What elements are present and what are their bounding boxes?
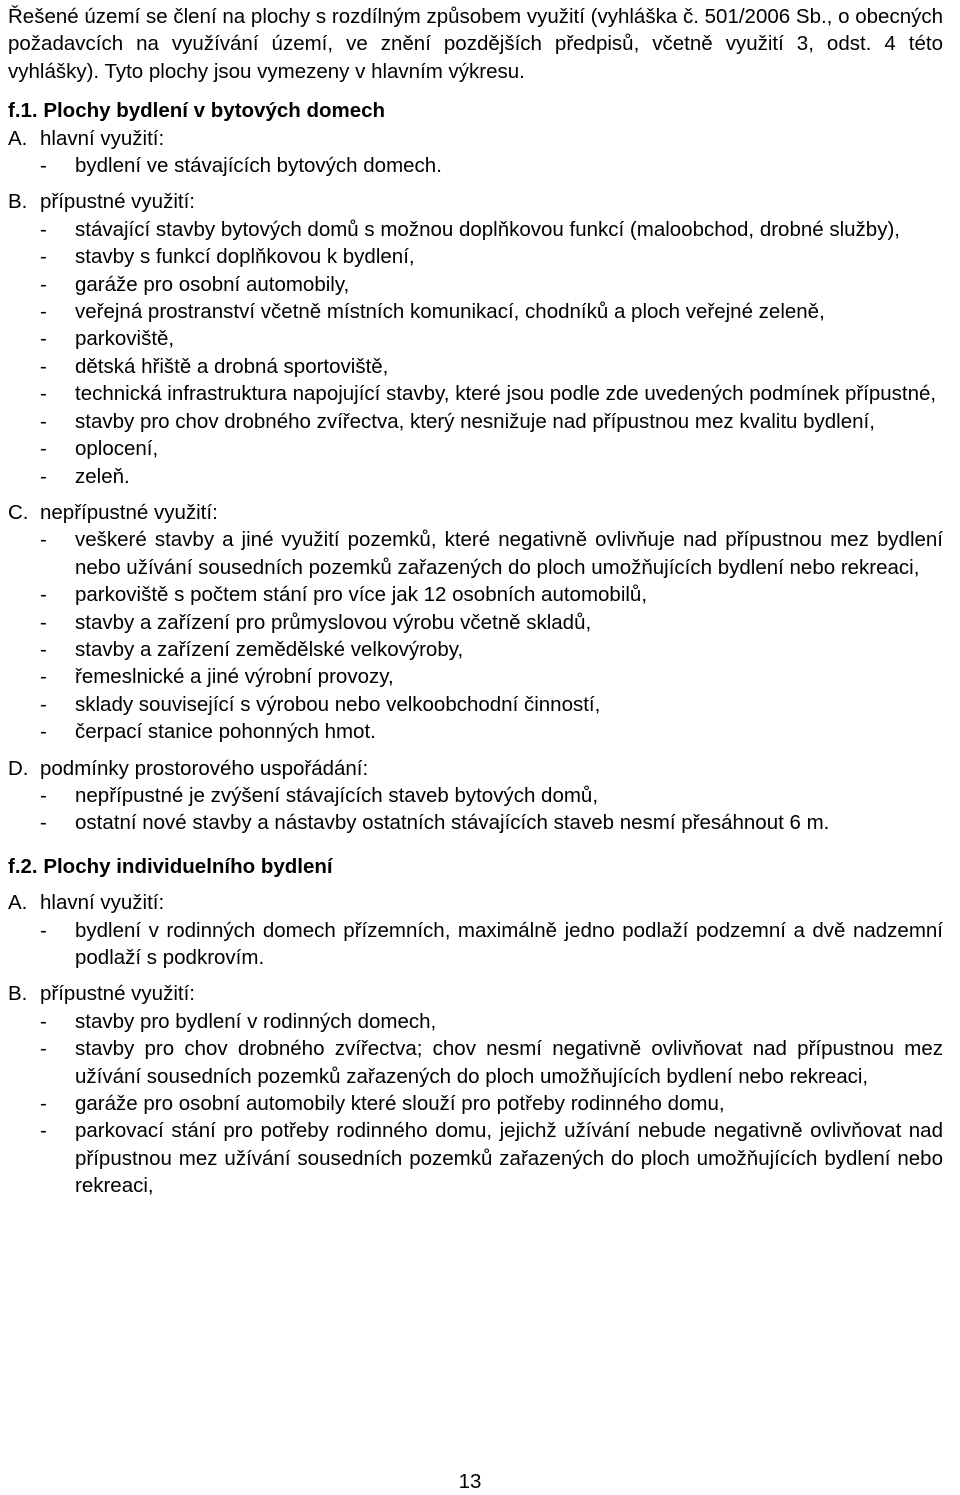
dash-mark: - bbox=[40, 409, 47, 433]
dash-mark: - bbox=[40, 1119, 47, 1143]
list-item-text: veškeré stavby a jiné využití pozemků, které negativně ovlivňuje nad přípustnou mez bydlení nebo užívání sousedních pozemků zařazených do ploch umožňujících bydlení nebo rekreaci, bbox=[75, 528, 943, 579]
list-item-text: parkoviště s počtem stání pro více jak 12 osobních automobilů, bbox=[75, 583, 648, 607]
subsection-letter: B. bbox=[8, 982, 28, 1006]
subsection-title: přípustné využití: bbox=[40, 982, 195, 1006]
list-item-text: dětská hřiště a drobná sportoviště, bbox=[75, 354, 389, 378]
list-item bbox=[8, 380, 943, 407]
subsection-title: podmínky prostorového uspořádání: bbox=[40, 756, 369, 780]
list-item bbox=[8, 782, 943, 809]
dash-mark: - bbox=[40, 918, 47, 942]
list-item-text: stavby pro chov drobného zvířectva, který nesnižuje nad přípustnou mez kvalitu bydlení, bbox=[75, 409, 875, 433]
list-item-text: nepřípustné je zvýšení stávajících staveb bytových domů, bbox=[75, 783, 599, 807]
list-item-text: garáže pro osobní automobily které slouží pro potřeby rodinného domu, bbox=[75, 1092, 725, 1116]
list-item bbox=[8, 581, 943, 608]
dash-mark: - bbox=[40, 610, 47, 634]
dash-mark: - bbox=[40, 665, 47, 689]
item-list bbox=[8, 782, 943, 837]
list-item bbox=[8, 435, 943, 462]
subsection-title: nepřípustné využití: bbox=[40, 500, 218, 524]
list-item-text: parkoviště, bbox=[75, 327, 175, 351]
list-item-text: stavby s funkcí doplňkovou k bydlení, bbox=[75, 245, 415, 269]
list-item bbox=[8, 691, 943, 718]
subsection-letter: C. bbox=[8, 500, 29, 524]
dash-mark: - bbox=[40, 1009, 47, 1033]
list-item bbox=[8, 526, 943, 581]
list-item bbox=[8, 718, 943, 745]
list-item bbox=[8, 216, 943, 243]
list-item bbox=[8, 1035, 943, 1090]
dash-mark: - bbox=[40, 692, 47, 716]
subsection-title: hlavní využití: bbox=[40, 891, 165, 915]
dash-mark: - bbox=[40, 720, 47, 744]
list-item-text: veřejná prostranství včetně místních komunikací, chodníků a ploch veřejné zeleně, bbox=[75, 300, 825, 324]
subsection-letter: A. bbox=[8, 126, 28, 150]
subsection-letter: B. bbox=[8, 190, 28, 214]
list-item bbox=[8, 243, 943, 270]
dash-mark: - bbox=[40, 464, 47, 488]
dash-mark: - bbox=[40, 354, 47, 378]
dash-mark: - bbox=[40, 1092, 47, 1116]
item-list bbox=[8, 917, 943, 972]
subsection-f1-d bbox=[8, 755, 943, 837]
dash-mark: - bbox=[40, 327, 47, 351]
dash-mark: - bbox=[40, 272, 47, 296]
list-item bbox=[8, 1090, 943, 1117]
dash-mark: - bbox=[40, 217, 47, 241]
dash-mark: - bbox=[40, 583, 47, 607]
item-list bbox=[8, 152, 943, 179]
list-item bbox=[8, 463, 943, 490]
subsection-title: přípustné využití: bbox=[40, 190, 195, 214]
list-item-text: oplocení, bbox=[75, 437, 159, 461]
dash-mark: - bbox=[40, 528, 47, 552]
list-item-text: garáže pro osobní automobily, bbox=[75, 272, 350, 296]
list-item bbox=[8, 809, 943, 836]
list-item-text: stavby a zařízení pro průmyslovou výrobu včetně skladů, bbox=[75, 610, 592, 634]
list-item bbox=[8, 917, 943, 972]
list-item-text: čerpací stanice pohonných hmot. bbox=[75, 720, 376, 744]
subsection-letter: A. bbox=[8, 891, 28, 915]
list-item-text: stavby pro bydlení v rodinných domech, bbox=[75, 1009, 437, 1033]
list-item-text: stavby pro chov drobného zvířectva; chov nesmí negativně ovlivňovat nad přípustnou mez užívání sousedních pozemků zařazených do ploch umožňujících bydlení nebo rekreaci, bbox=[75, 1037, 943, 1088]
dash-mark: - bbox=[40, 382, 47, 406]
dash-mark: - bbox=[40, 154, 47, 178]
section-f2 bbox=[8, 853, 943, 1200]
list-item bbox=[8, 353, 943, 380]
document-page bbox=[8, 3, 943, 1200]
list-item bbox=[8, 636, 943, 663]
dash-mark: - bbox=[40, 245, 47, 269]
list-item bbox=[8, 298, 943, 325]
dash-mark: - bbox=[40, 811, 47, 835]
list-item bbox=[8, 325, 943, 352]
section-heading: f.1. Plochy bydlení v bytových domech bbox=[8, 99, 386, 123]
subsection-title: hlavní využití: bbox=[40, 126, 165, 150]
page-number: 13 bbox=[458, 1470, 482, 1493]
list-item-text: ostatní nové stavby a nástavby ostatních stávajících staveb nesmí přesáhnout 6 m. bbox=[75, 811, 830, 835]
list-item-text: zeleň. bbox=[75, 464, 130, 488]
list-item bbox=[8, 408, 943, 435]
subsection-f2-b bbox=[8, 980, 943, 1199]
list-item-text: parkovací stání pro potřeby rodinného domu, jejichž užívání nebude negativně ovlivňovat nad přípustnou mez užívání sousedních pozemků zařazených do ploch umožňujících bydlení nebo rekreaci, bbox=[75, 1119, 943, 1198]
list-item-text: technická infrastruktura napojující stavby, které jsou podle zde uvedených podmínek přípustné, bbox=[75, 382, 937, 406]
intro-paragraph: Řešené území se člení na plochy s rozdílným způsobem využití (vyhláška č. 501/2006 Sb., o obecných požadavcích na využívání území, ve znění pozdějších předpisů, včetně využití 3, odst. 4 této vyhlášky). Tyto plochy jsou vymezeny v hlavním výkresu. bbox=[8, 5, 943, 83]
subsection-f1-c bbox=[8, 499, 943, 746]
item-list bbox=[8, 1008, 943, 1200]
list-item bbox=[8, 1117, 943, 1199]
section-f1 bbox=[8, 97, 943, 837]
section-heading: f.2. Plochy individuelního bydlení bbox=[8, 854, 333, 878]
list-item bbox=[8, 609, 943, 636]
dash-mark: - bbox=[40, 1037, 47, 1061]
subsection-f2-a bbox=[8, 889, 943, 971]
list-item-text: řemeslnické a jiné výrobní provozy, bbox=[75, 665, 394, 689]
list-item-text: sklady související s výrobou nebo velkoobchodní činností, bbox=[75, 692, 601, 716]
list-item-text: bydlení v rodinných domech přízemních, maximálně jedno podlaží podzemní a dvě nadzemní podlaží s podkrovím. bbox=[75, 918, 943, 969]
list-item bbox=[8, 663, 943, 690]
subsection-f1-b bbox=[8, 188, 943, 489]
list-item-text: stavby a zařízení zemědělské velkovýroby, bbox=[75, 637, 464, 661]
item-list bbox=[8, 526, 943, 745]
list-item-text: bydlení ve stávajících bytových domech. bbox=[75, 154, 442, 178]
list-item bbox=[8, 152, 943, 179]
dash-mark: - bbox=[40, 783, 47, 807]
dash-mark: - bbox=[40, 637, 47, 661]
subsection-f1-a bbox=[8, 125, 943, 180]
dash-mark: - bbox=[40, 300, 47, 324]
list-item bbox=[8, 271, 943, 298]
item-list bbox=[8, 216, 943, 490]
subsection-letter: D. bbox=[8, 756, 29, 780]
list-item-text: stávající stavby bytových domů s možnou doplňkovou funkcí (maloobchod, drobné služby), bbox=[75, 217, 900, 241]
list-item bbox=[8, 1008, 943, 1035]
dash-mark: - bbox=[40, 437, 47, 461]
